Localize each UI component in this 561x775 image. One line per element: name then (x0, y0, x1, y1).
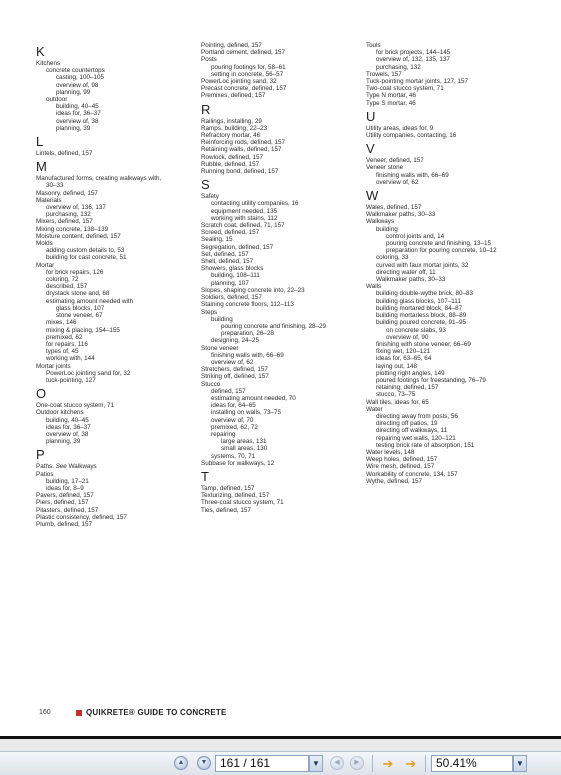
index-entry: Premixes, defined, 157 (201, 92, 266, 100)
index-entry: Pointing, defined, 157 (201, 42, 262, 49)
index-entry: building poured concrete, 91–95 (376, 319, 466, 327)
index-entry: Walls (366, 283, 382, 291)
index-letter-heading: T (201, 468, 209, 484)
index-entry: Reinforcing rods, defined, 157 (201, 139, 286, 147)
index-entry: overview of, 70 (211, 416, 254, 424)
index-entry: working with stains, 112 (211, 214, 278, 222)
index-entry: poured footings for freestanding, 76–79 (376, 376, 486, 384)
index-entry: purchasing, 132 (376, 63, 421, 71)
index-column-1 (36, 42, 196, 528)
first-page-icon[interactable]: ◀ (330, 756, 344, 770)
viewer-toolbar (0, 751, 561, 775)
index-entry: purchasing, 132 (46, 211, 91, 219)
index-entry: preparation, 26–28 (221, 330, 274, 338)
index-entry: glass blocks, 107 (56, 304, 105, 312)
index-entry: repairing (211, 430, 236, 438)
index-entry: Wythe, defined, 157 (366, 477, 422, 485)
last-page-icon[interactable]: ▶ (350, 756, 364, 770)
index-entry: ideas for, 64–65 (211, 402, 256, 410)
index-letter-heading: R (201, 101, 211, 117)
index-entry: overview of, 62 (376, 178, 419, 186)
index-entry: installing on walls, 73–75 (211, 409, 282, 417)
index-letter-heading: K (36, 44, 45, 59)
index-entry: Trowels, 157 (366, 70, 402, 78)
index-entry: adding custom details to, 53 (46, 247, 125, 255)
index-entry: Two-coat stucco system, 71 (366, 85, 444, 93)
index-entry: curved with faux mortar joints, 32 (376, 261, 469, 269)
index-entry: casting, 100–105 (56, 74, 104, 82)
index-entry: drystack stone and, 68 (46, 290, 110, 298)
index-entry: ideas for, 36–37 (46, 423, 91, 431)
index-entry: small areas, 130 (221, 445, 268, 453)
index-entry: Walkmaker paths, 30–33 (376, 276, 446, 284)
index-entry: planning, 107 (211, 279, 249, 287)
index-entry: premixed, 62 (46, 333, 83, 341)
index-entry: Weep holes, defined, 157 (366, 456, 438, 464)
index-entry: overview of, 38 (46, 430, 89, 438)
index-entry: building (376, 225, 398, 233)
index-entry: Subbase for walkways, 12 (201, 459, 275, 467)
index-entry: Mortar joints (36, 362, 71, 370)
index-entry: finishing walls with, 66–69 (376, 171, 449, 179)
index-entry: setting in concrete, 56–57 (211, 70, 284, 78)
index-entry: Walkways (366, 218, 395, 226)
index-entry: PowerLoc jointing sand for, 32 (46, 369, 131, 377)
index-entry: Mixers, defined, 157 (36, 218, 93, 226)
index-entry: fixing wet, 120–121 (376, 348, 431, 356)
index-entry: building, 40–45 (56, 103, 99, 111)
index-entry: Texturizing, defined, 157 (201, 492, 270, 500)
index-entry: equipment needed, 135 (211, 207, 278, 215)
index-entry: large areas, 131 (221, 438, 267, 446)
index-entry: pouring concrete and finishing, 28–29 (221, 322, 327, 330)
index-entry: Water (366, 405, 383, 413)
index-entry: Portland cement, defined, 157 (201, 49, 286, 57)
index-entry: Staining concrete floors, 112–113 (201, 301, 294, 309)
index-entry: building mortared block, 84–87 (376, 304, 463, 312)
page-dropdown-chevron-icon[interactable]: ▼ (309, 755, 323, 772)
index-letter-heading: W (366, 188, 379, 204)
index-entry: Stucco (201, 380, 221, 388)
index-entry: planning, 39 (56, 124, 91, 132)
index-entry: finishing with stone veneer, 66–69 (376, 340, 471, 348)
index-entry: building (211, 315, 233, 323)
index-entry: directing away from posts, 56 (376, 412, 458, 420)
index-entry: ideas for, 63–65, 64 (376, 355, 432, 363)
index-entry: for repairs, 116 (46, 340, 88, 348)
scroll-down-icon[interactable]: ▼ (197, 756, 211, 770)
index-entry: overview of, 98 (56, 81, 99, 89)
index-entry: Soldiers, defined, 157 (201, 294, 262, 302)
index-entry: Steps (201, 308, 218, 316)
index-entry: overview of, 132, 135, 137 (376, 56, 450, 64)
page-number-input[interactable]: 161 / 161 (215, 755, 309, 772)
index-entry: Wall tiles, ideas for, 65 (366, 398, 429, 406)
index-entry: Precast concrete, defined, 157 (201, 85, 287, 93)
index-letter-heading: S (201, 177, 210, 193)
index-entry: Refractory mortar, 46 (201, 132, 261, 140)
index-entry: Manufactured forms, creating walkways with, (36, 175, 162, 183)
index-entry: Plumb, defined, 157 (36, 520, 93, 528)
index-column-2 (201, 42, 359, 514)
horizontal-scrollbar[interactable] (0, 739, 561, 751)
index-entry: coloring, 72 (46, 276, 79, 284)
index-entry: Piers, defined, 157 (36, 499, 89, 507)
index-entry: Screed, defined, 157 (201, 229, 260, 237)
index-entry: Tamp, defined, 157 (201, 484, 255, 492)
index-entry: pouring footings for, 58–61 (211, 63, 286, 71)
index-entry: Scratch coat, defined, 71, 157 (201, 222, 285, 230)
index-entry: overview of, 38 (56, 117, 99, 125)
index-entry: planning, 39 (46, 438, 81, 446)
index-entry: Running bond, defined, 157 (201, 168, 279, 176)
index-entry: concrete countertops (46, 67, 105, 75)
index-entry: overview of, 62 (211, 358, 254, 366)
index-entry: directing water off, 11 (376, 268, 436, 276)
index-letter-heading: O (36, 386, 47, 402)
index-entry: Shell, defined, 157 (201, 258, 254, 266)
forward-arrow-icon[interactable]: ➔ (405, 756, 417, 771)
index-entry: finishing walls with, 66–69 (211, 351, 284, 359)
index-entry: Set, defined, 157 (201, 250, 249, 258)
index-entry: outdoor (46, 96, 68, 104)
index-entry: Showers, glass blocks (201, 265, 264, 273)
toolbar-separator (425, 755, 426, 772)
index-entry: Water levels, 148 (366, 448, 415, 456)
index-entry: Lintels, defined, 157 (36, 150, 93, 158)
index-entry: 30–33 (46, 182, 64, 190)
index-entry: Three-coat stucco system, 71 (201, 499, 284, 507)
index-entry: Retaining walls, defined, 157 (201, 146, 282, 154)
index-entry: Tools (366, 42, 381, 49)
index-entry: Ramps, building, 22–23 (201, 124, 268, 132)
index-entry: Type S mortar, 46 (366, 99, 416, 107)
index-entry: directing off walkways, 11 (376, 427, 448, 435)
index-entry: Stretchers, defined, 157 (201, 366, 268, 374)
index-entry: Veneer, defined, 157 (366, 157, 424, 165)
index-entry: Veneer stone (366, 164, 404, 172)
index-entry: retaining, defined, 157 (376, 384, 439, 392)
index-entry: stone veneer, 67 (56, 312, 103, 320)
index-entry: laying out, 148 (376, 362, 417, 370)
index-entry: for brick projects, 144–145 (376, 49, 451, 57)
index-entry: planning, 99 (56, 88, 91, 96)
index-entry: overview of, 136, 137 (46, 204, 106, 212)
index-entry: Railings, installing, 29 (201, 117, 262, 125)
index-entry: estimating amount needed with (46, 297, 134, 305)
index-entry: directing off patios, 19 (376, 420, 438, 428)
index-entry: tuck-pointing, 127 (46, 376, 96, 384)
index-entry: ideas for, 36–37 (56, 110, 101, 118)
index-entry: ideas for, 8–9 (46, 484, 84, 492)
index-entry: Masonry, defined, 157 (36, 189, 98, 197)
index-entry: Type N mortar, 46 (366, 92, 417, 100)
index-entry: plotting right angles, 149 (376, 369, 445, 377)
index-entry: Wire mesh, defined, 157 (366, 463, 435, 471)
index-entry: Utility areas, ideas for, 9 (366, 124, 434, 132)
zoom-input[interactable]: 50.41% (431, 755, 513, 772)
index-letter-heading: P (36, 447, 45, 463)
index-entry: Outdoor kitchens (36, 409, 84, 417)
index-entry: overview of, 90 (386, 333, 429, 341)
index-entry: Striking off, defined, 157 (201, 373, 269, 381)
index-entry: Posts (201, 56, 217, 64)
index-entry: Kitchens (36, 60, 61, 67)
index-entry: Tuck-pointing mortar joints, 127, 157 (366, 78, 468, 86)
page-footer (39, 707, 539, 719)
index-entry: Patios (36, 470, 54, 478)
index-entry: estimating amount needed, 70 (211, 394, 296, 402)
index-entry: working with, 144 (46, 355, 95, 363)
index-entry: Stone veneer (201, 344, 239, 352)
index-entry: pouring concrete and finishing, 13–15 (386, 240, 492, 248)
index-letter-heading: L (36, 134, 44, 150)
index-entry: building glass blocks, 107–111 (376, 297, 461, 305)
index-entry: building double-wythe brick, 80–83 (376, 290, 473, 298)
index-entry: coloring, 33 (376, 254, 409, 262)
index-entry: Pavers, defined, 157 (36, 492, 94, 500)
index-entry: building for cast concrete, 51 (46, 254, 127, 262)
index-entry: Pilasters, defined, 157 (36, 506, 99, 514)
index-entry: PowerLoc jointing sand, 32 (201, 78, 277, 86)
index-entry: Wales, defined, 157 (366, 204, 422, 212)
index-entry: on concrete slabs, 93 (386, 326, 446, 334)
index-entry: Mixing concrete, 138–139 (36, 225, 109, 233)
index-entry: Utility companies, contacting, 16 (366, 132, 457, 140)
index-entry: control joints and, 14 (386, 232, 445, 240)
index-entry: contacting utility companies, 16 (211, 200, 299, 208)
index-entry: designing, 24–25 (211, 337, 259, 345)
index-entry: for brick repairs, 126 (46, 268, 104, 276)
scroll-up-icon[interactable]: ▲ (174, 756, 188, 770)
index-entry: Rowlock, defined, 157 (201, 153, 263, 161)
brand-square-icon (76, 710, 82, 716)
index-entry: premixed, 62, 72 (211, 423, 258, 431)
index-entry: systems, 70, 71 (211, 452, 256, 460)
index-letter-heading: M (36, 159, 47, 175)
index-entry: Paths. See Walkways (36, 463, 97, 471)
index-entry: Segregation, defined, 157 (201, 243, 274, 251)
index-column-3 (366, 42, 526, 485)
index-entry: stucco, 73–75 (376, 391, 416, 399)
index-entry: preparation for pouring concrete, 10–12 (386, 247, 497, 255)
index-entry: defined, 157 (211, 387, 246, 395)
index-letter-heading: U (366, 108, 376, 124)
index-entry: Molds (36, 240, 53, 248)
index-entry: mixing & placing, 154–155 (46, 326, 120, 334)
index-entry: building mortarless block, 88–89 (376, 312, 467, 320)
index-entry: Workability of concrete, 134, 157 (366, 470, 458, 478)
index-entry: building, 40–45 (46, 416, 89, 424)
index-entry: testing brick rate of absorption, 151 (376, 441, 475, 449)
index-entry: Materials (36, 196, 62, 204)
page-number: 160 (39, 709, 51, 716)
book-title: QUIKRETE® GUIDE TO CONCRETE (86, 708, 227, 717)
index-entry: Ties, defined, 157 (201, 506, 251, 514)
zoom-dropdown-chevron-icon[interactable]: ▼ (513, 755, 527, 772)
index-entry: mixes, 146 (46, 319, 77, 327)
index-entry: Walkmaker paths, 30–33 (366, 211, 436, 219)
index-entry: described, 157 (46, 283, 88, 291)
index-entry: Plastic consistency, defined, 157 (36, 513, 127, 521)
index-entry: One-coat stucco system, 71 (36, 402, 115, 410)
index-entry: building, 108–111 (211, 272, 260, 280)
index-entry: Moisture content, defined, 157 (36, 232, 121, 240)
index-letter-heading: V (366, 141, 375, 157)
index-entry: Mortar (36, 261, 55, 269)
index-entry: Safety (201, 193, 219, 201)
back-arrow-icon[interactable]: ➔ (382, 756, 394, 771)
toolbar-separator (372, 755, 373, 772)
index-entry: Rubble, defined, 157 (201, 160, 260, 168)
index-entry: Slopes, shaping concrete into, 22–23 (201, 286, 305, 294)
index-entry: repairing wet walls, 120–121 (376, 434, 456, 442)
index-entry: types of, 45 (46, 348, 79, 356)
index-entry: Sealing, 15 (201, 236, 233, 244)
index-entry: building, 17–21 (46, 477, 89, 485)
